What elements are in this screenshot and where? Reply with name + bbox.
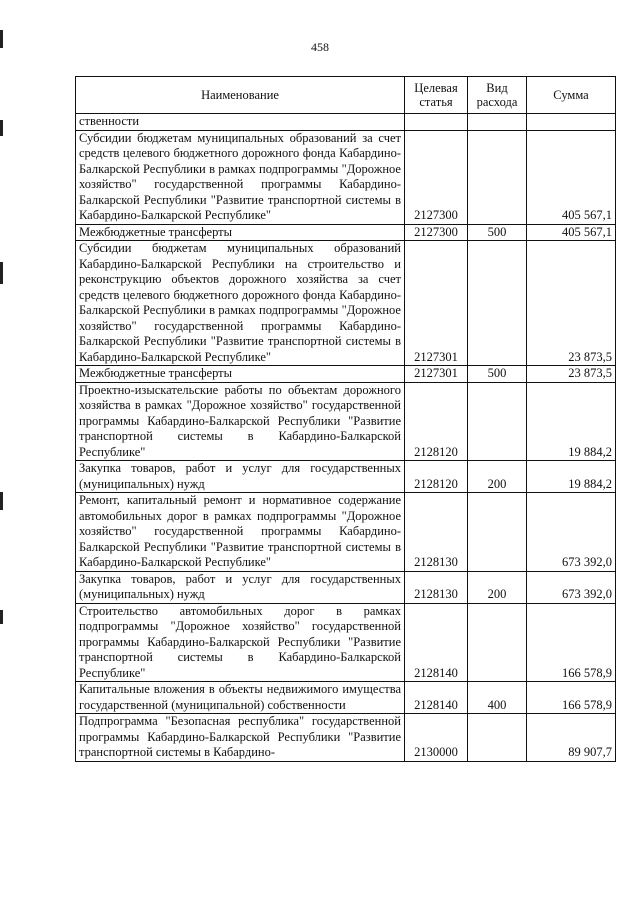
row-expense-type: 200 — [468, 571, 527, 603]
row-expense-type — [468, 241, 527, 366]
header-sum: Сумма — [527, 77, 616, 114]
row-target-article: 2130000 — [405, 714, 468, 762]
row-expense-type: 500 — [468, 224, 527, 241]
row-sum: 19 884,2 — [527, 461, 616, 493]
row-sum: 23 873,5 — [527, 366, 616, 383]
row-sum: 166 578,9 — [527, 682, 616, 714]
row-expense-type — [468, 382, 527, 461]
row-sum: 166 578,9 — [527, 603, 616, 682]
table-row — [76, 493, 616, 572]
row-expense-type — [468, 603, 527, 682]
row-name: Закупка товаров, работ и услуг для государственных (муниципальных) нужд — [76, 461, 405, 493]
scan-edge-mark — [0, 610, 3, 624]
table-row — [76, 366, 616, 383]
scan-edge-mark — [0, 262, 3, 284]
table-row — [76, 714, 616, 762]
table-row — [76, 382, 616, 461]
row-expense-type — [468, 114, 527, 131]
scan-edge-mark — [0, 120, 3, 136]
row-expense-type — [468, 714, 527, 762]
header-expense-type: Вид расхода — [468, 77, 527, 114]
row-target-article: 2128140 — [405, 603, 468, 682]
row-target-article: 2128130 — [405, 571, 468, 603]
row-target-article: 2127301 — [405, 366, 468, 383]
row-name: Субсидии бюджетам муниципальных образований Кабардино-Балкарской Республики на строительство и реконструкцию объектов дорожного хозяйства за счет средств целевого бюджетного дорожного фонда Кабардино-Балкарской Республики в рамках подпрограммы "Дорожное хозяйство" государственной программы Кабардино-Балкарской Республики "Развитие транспортной системы в Кабардино-Балкарской Республике" — [76, 241, 405, 366]
row-target-article: 2128140 — [405, 682, 468, 714]
row-target-article: 2127301 — [405, 241, 468, 366]
table-header-row — [76, 77, 616, 114]
row-name: Капитальные вложения в объекты недвижимого имущества государственной (муниципальной) собственности — [76, 682, 405, 714]
row-expense-type — [468, 130, 527, 224]
row-expense-type: 200 — [468, 461, 527, 493]
row-expense-type: 400 — [468, 682, 527, 714]
row-target-article: 2128130 — [405, 493, 468, 572]
row-target-article: 2127300 — [405, 130, 468, 224]
row-sum: 673 392,0 — [527, 493, 616, 572]
row-sum: 23 873,5 — [527, 241, 616, 366]
scan-edge-mark — [0, 492, 3, 510]
header-name: Наименование — [76, 77, 405, 114]
row-target-article: 2128120 — [405, 382, 468, 461]
table-row — [76, 130, 616, 224]
row-name: Ремонт, капитальный ремонт и нормативное содержание автомобильных дорог в рамках подпрограммы "Дорожное хозяйство" государственной программы Кабардино-Балкарской Республики "Развитие транспортной системы в Кабардино-Балкарской Республике" — [76, 493, 405, 572]
table-row — [76, 114, 616, 131]
header-target-article: Целевая статья — [405, 77, 468, 114]
row-sum: 19 884,2 — [527, 382, 616, 461]
row-target-article — [405, 114, 468, 131]
row-sum — [527, 114, 616, 131]
table-row — [76, 461, 616, 493]
row-target-article: 2127300 — [405, 224, 468, 241]
row-expense-type: 500 — [468, 366, 527, 383]
page-number: 458 — [311, 40, 329, 54]
row-name: Строительство автомобильных дорог в рамках подпрограммы "Дорожное хозяйство" государственной программы Кабардино-Балкарской Республики "Развитие транспортной системы в Кабардино-Балкарской Республике" — [76, 603, 405, 682]
row-name: Подпрограмма "Безопасная республика" государственной программы Кабардино-Балкарской Республики "Развитие транспортной системы в Кабардино- — [76, 714, 405, 762]
row-name: Закупка товаров, работ и услуг для государственных (муниципальных) нужд — [76, 571, 405, 603]
table-row — [76, 682, 616, 714]
table-row — [76, 224, 616, 241]
row-name: Проектно-изыскательские работы по объектам дорожного хозяйства в рамках "Дорожное хозяйство" государственной программы Кабардино-Балкарской Республики "Развитие транспортной системы в Кабардино-Балкарской Республике" — [76, 382, 405, 461]
table-row — [76, 571, 616, 603]
row-sum: 89 907,7 — [527, 714, 616, 762]
table-row — [76, 603, 616, 682]
table-row — [76, 241, 616, 366]
row-name: Межбюджетные трансферты — [76, 366, 405, 383]
row-sum: 673 392,0 — [527, 571, 616, 603]
row-target-article: 2128120 — [405, 461, 468, 493]
row-expense-type — [468, 493, 527, 572]
row-name: Субсидии бюджетам муниципальных образований за счет средств целевого бюджетного дорожного фонда Кабардино-Балкарской Республики в рамках подпрограммы "Дорожное хозяйство" государственной программы Кабардино-Балкарской Республики "Развитие транспортной системы в Кабардино-Балкарской Республике" — [76, 130, 405, 224]
row-name: ственности — [76, 114, 405, 131]
row-sum: 405 567,1 — [527, 130, 616, 224]
row-name: Межбюджетные трансферты — [76, 224, 405, 241]
row-sum: 405 567,1 — [527, 224, 616, 241]
budget-table — [75, 76, 616, 762]
